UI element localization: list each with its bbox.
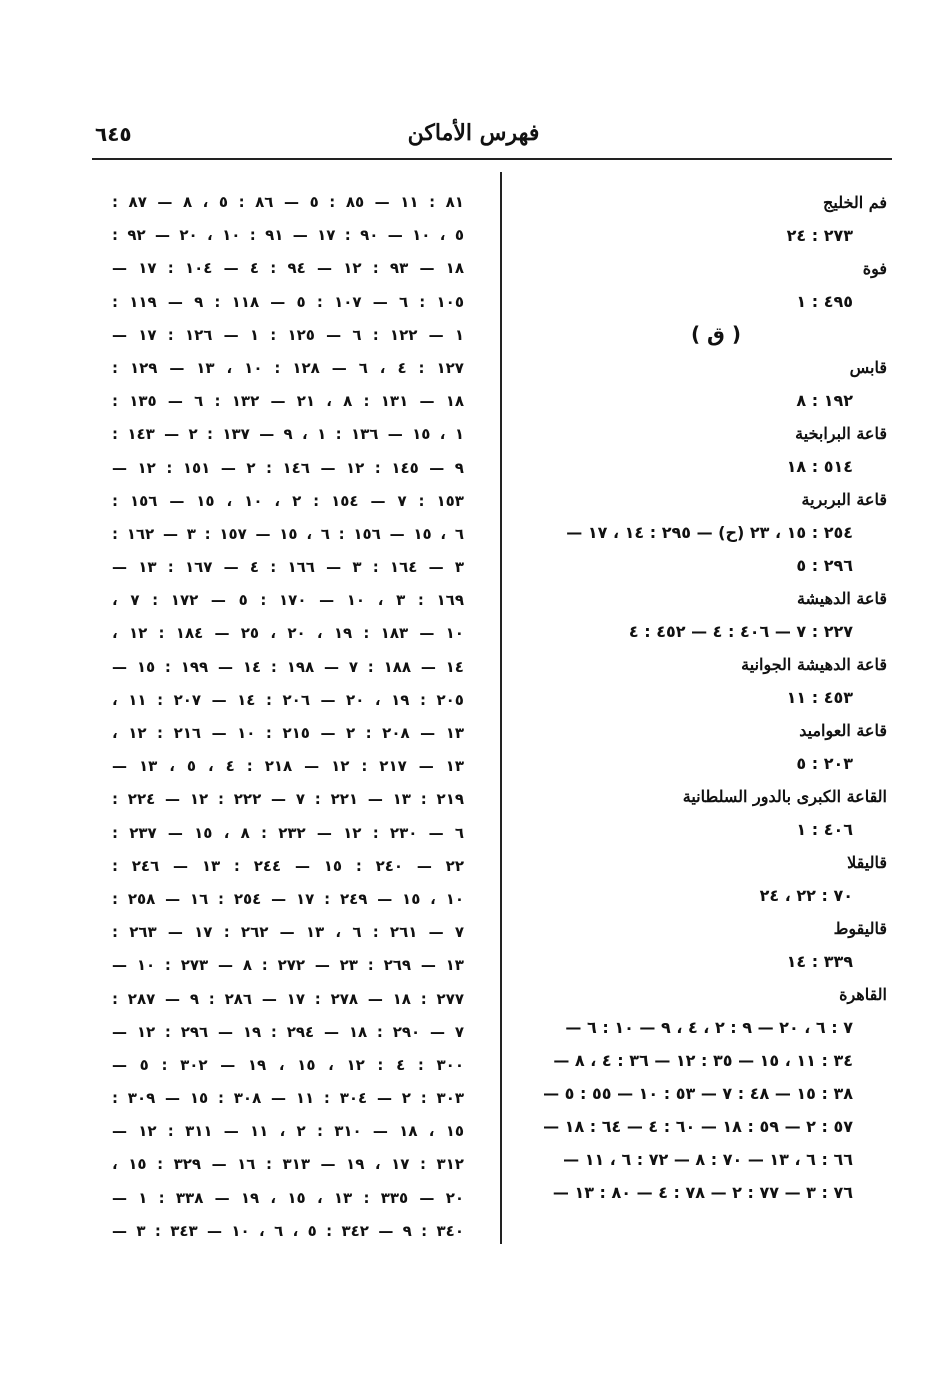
index-refs: ٧ — ٢٩٠ : ١٨ — ٢٩٤ : ١٩ — ٢٩٦ : ١٢ — (112, 1022, 464, 1041)
index-refs: ١٣ — ٢٠٨ : ٢ — ٢١٥ : ١٠ — ٢١٦ : ١٢ ، (112, 724, 464, 742)
left-column (112, 186, 464, 1248)
index-refs: ١ ، ١٥ — ١٣٦ : ١ ، ٩ — ١٣٧ : ٢ — ١٤٣ : (112, 425, 464, 444)
index-refs: ٢٠٥ : ١٩ ، ٢٠ — ٢٠٦ : ١٤ — ٢٠٧ : ١١ ، (112, 690, 464, 709)
index-refs: ١٥ ، ١٨ — ٣١٠ : ٢ ، ١١ — ٣١١ : ١٢ — (112, 1122, 464, 1141)
index-refs: ٢٥٤ : ١٥ ، ٢٣ (ح) — ٢٩٥ : ١٤ ، ١٧ — (566, 523, 853, 542)
index-refs: ٦٦ : ٦ ، ١٣ — ٧٠ : ٨ — ٧٢ : ٦ ، ١١ — (563, 1150, 853, 1169)
index-refs: ١٢٧ : ٤ ، ٦ — ١٢٨ : ١٠ ، ١٣ — ١٢٩ : (112, 358, 464, 377)
right-column (515, 186, 887, 1209)
page-number: ٦٤٥ (95, 122, 132, 146)
index-heading: قاعة الدهيشة (796, 589, 887, 608)
index-refs: ١٤ — ١٨٨ : ٧ — ١٩٨ : ١٤ — ١٩٩ : ١٥ — (112, 657, 464, 676)
index-refs: ٤٩٥ : ١ (796, 292, 853, 311)
index-heading: قاعة البربرية (801, 490, 887, 509)
index-refs: ١٨ — ٩٣ : ١٢ — ٩٤ : ٤ — ١٠٤ : ١٧ — (112, 259, 464, 278)
index-heading: القاعة الكبرى بالدور السلطانية (682, 787, 887, 806)
index-refs: ٧ — ٢٦١ : ٦ ، ١٣ — ٢٦٢ : ١٧ — ٢٦٣ : (112, 923, 464, 942)
index-refs: ٥ ، ١٠ — ٩٠ : ١٧ — ٩١ : ١٠ ، ٢٠ — ٩٢ : (112, 226, 464, 245)
index-refs: ١٣ — ٢١٧ : ١٢ — ٢١٨ : ٤ ، ٥ ، ١٣ — (112, 757, 464, 776)
index-refs: ١٠٥ : ٦ — ١٠٧ : ٥ — ١١٨ : ٩ — ١١٩ : (112, 292, 464, 311)
index-heading: قاعة الدهيشة الجوانية (741, 655, 887, 674)
index-heading: فوة (862, 259, 887, 278)
index-heading: قاعة العواميد (799, 721, 887, 740)
index-refs: ٧٦ : ٣ — ٧٧ : ٢ — ٧٨ : ٤ — ٨٠ : ١٣ — (552, 1183, 853, 1202)
index-refs: ٢٧٧ : ١٨ — ٢٧٨ : ١٧ — ٢٨٦ : ٩ — ٢٨٧ : (112, 989, 464, 1008)
index-refs: ٦ ، ١٥ — ١٥٦ : ٦ ، ١٥ — ١٥٧ : ٣ — ١٦٢ : (112, 524, 464, 543)
index-refs: ٢٢ — ٢٤٠ : ١٥ — ٢٤٤ : ١٣ — ٢٤٦ : (112, 856, 464, 875)
index-refs: ١٥٣ : ٧ — ١٥٤ : ٢ ، ١٠ ، ١٥ — ١٥٦ : (112, 491, 464, 510)
index-refs: ١٨ — ١٣١ : ٨ ، ٢١ — ١٣٢ : ٦ — ١٣٥ : (112, 392, 464, 411)
index-heading: قاليقلا (847, 853, 887, 872)
index-refs: ٤٠٦ : ١ (796, 820, 853, 839)
page-title: فهرس الأماكن (407, 120, 540, 146)
index-refs: ١٠ — ١٨٣ : ١٩ ، ٢٠ ، ٢٥ — ١٨٤ : ١٢ ، (112, 624, 464, 643)
index-refs: ٣٠٣ : ٢ — ٣٠٤ : ١١ — ٣٠٨ : ١٥ — ٣٠٩ : (112, 1089, 464, 1108)
index-refs: ١٠ ، ١٥ — ٢٤٩ : ١٧ — ٢٥٤ : ١٦ — ٢٥٨ : (112, 889, 464, 908)
index-refs: ٣٤ : ١١ ، ١٥ — ٣٥ : ١٢ — ٣٦ : ٤ ، ٨ — (553, 1051, 853, 1070)
index-refs: ٢٠ — ٣٣٥ : ١٣ ، ١٥ ، ١٩ — ٣٣٨ : ١ — (112, 1188, 464, 1207)
index-heading: قابس (849, 358, 887, 377)
index-refs: ٦ — ٢٣٠ : ١٢ — ٢٣٢ : ٨ ، ١٥ — ٢٣٧ : (112, 823, 464, 842)
index-refs: ٧٠ : ٢٢ ، ٢٤ (759, 886, 853, 905)
index-refs: ٣١٢ : ١٧ ، ١٩ — ٣١٣ : ١٦ — ٣٢٩ : ١٥ ، (112, 1155, 464, 1174)
index-refs: ٩ — ١٤٥ : ١٢ — ١٤٦ : ٢ — ١٥١ : ١٢ — (112, 458, 464, 477)
index-refs: ١٦٩ : ٣ ، ١٠ — ١٧٠ : ٥ — ١٧٢ : ٧ ، (112, 591, 464, 610)
index-refs: ٣٤٠ : ٩ — ٣٤٢ : ٥ ، ٦ ، ١٠ — ٣٤٣ : ٣ — (112, 1221, 464, 1240)
index-refs: ٧ : ٦ ، ٢٠ — ٩ : ٢ ، ٤ ، ٩ — ١٠ : ٦ — (565, 1018, 853, 1037)
index-refs: ١٩٢ : ٨ (796, 391, 853, 410)
header-rule (92, 158, 892, 160)
index-refs: ٢٢٧ : ٧ — ٤٠٦ : ٤ — ٤٥٢ : ٤ (628, 622, 853, 641)
index-heading: القاهرة (839, 985, 887, 1004)
index-refs: ٢٩٦ : ٥ (796, 556, 853, 575)
index-refs: ٥٧ : ٢ — ٥٩ : ١٨ — ٦٠ : ٤ — ٦٤ : ١٨ — (543, 1117, 853, 1136)
index-refs: ٣٨ : ١٥ — ٤٨ : ٧ — ٥٣ : ١٠ — ٥٥ : ٥ — (543, 1084, 853, 1103)
index-refs: ١ — ١٢٢ : ٦ — ١٢٥ : ١ — ١٢٦ : ١٧ — (112, 325, 464, 344)
index-refs: ٢٧٣ : ٢٤ (786, 226, 853, 245)
index-refs: ٥١٤ : ١٨ (786, 457, 853, 476)
index-refs: ٣٠٠ : ٤ : ١٢ ، ١٥ ، ١٩ — ٣٠٢ : ٥ — (112, 1055, 464, 1074)
index-refs: ١٣ — ٢٦٩ : ٢٣ — ٢٧٢ : ٨ — ٢٧٣ : ١٠ — (112, 956, 464, 975)
index-heading: فم الخليج (823, 193, 887, 212)
section-letter: ( ق ) (690, 322, 742, 346)
index-refs: ٣ — ١٦٤ : ٣ — ١٦٦ : ٤ — ١٦٧ : ١٣ — (112, 558, 464, 577)
column-divider (500, 172, 502, 1244)
index-heading: قاعة البرابخية (795, 424, 887, 443)
index-refs: ٣٣٩ : ١٤ (786, 952, 853, 971)
index-refs: ٢٠٣ : ٥ (796, 754, 853, 773)
index-heading: قاليقوط (833, 919, 887, 938)
index-refs: ٤٥٣ : ١١ (786, 688, 853, 707)
index-refs: ٨١ : ١١ — ٨٥ : ٥ — ٨٦ : ٥ ، ٨ — ٨٧ : (112, 193, 464, 211)
index-refs: ٢١٩ : ١٣ — ٢٢١ : ٧ — ٢٢٢ : ١٢ — ٢٢٤ : (112, 790, 464, 809)
